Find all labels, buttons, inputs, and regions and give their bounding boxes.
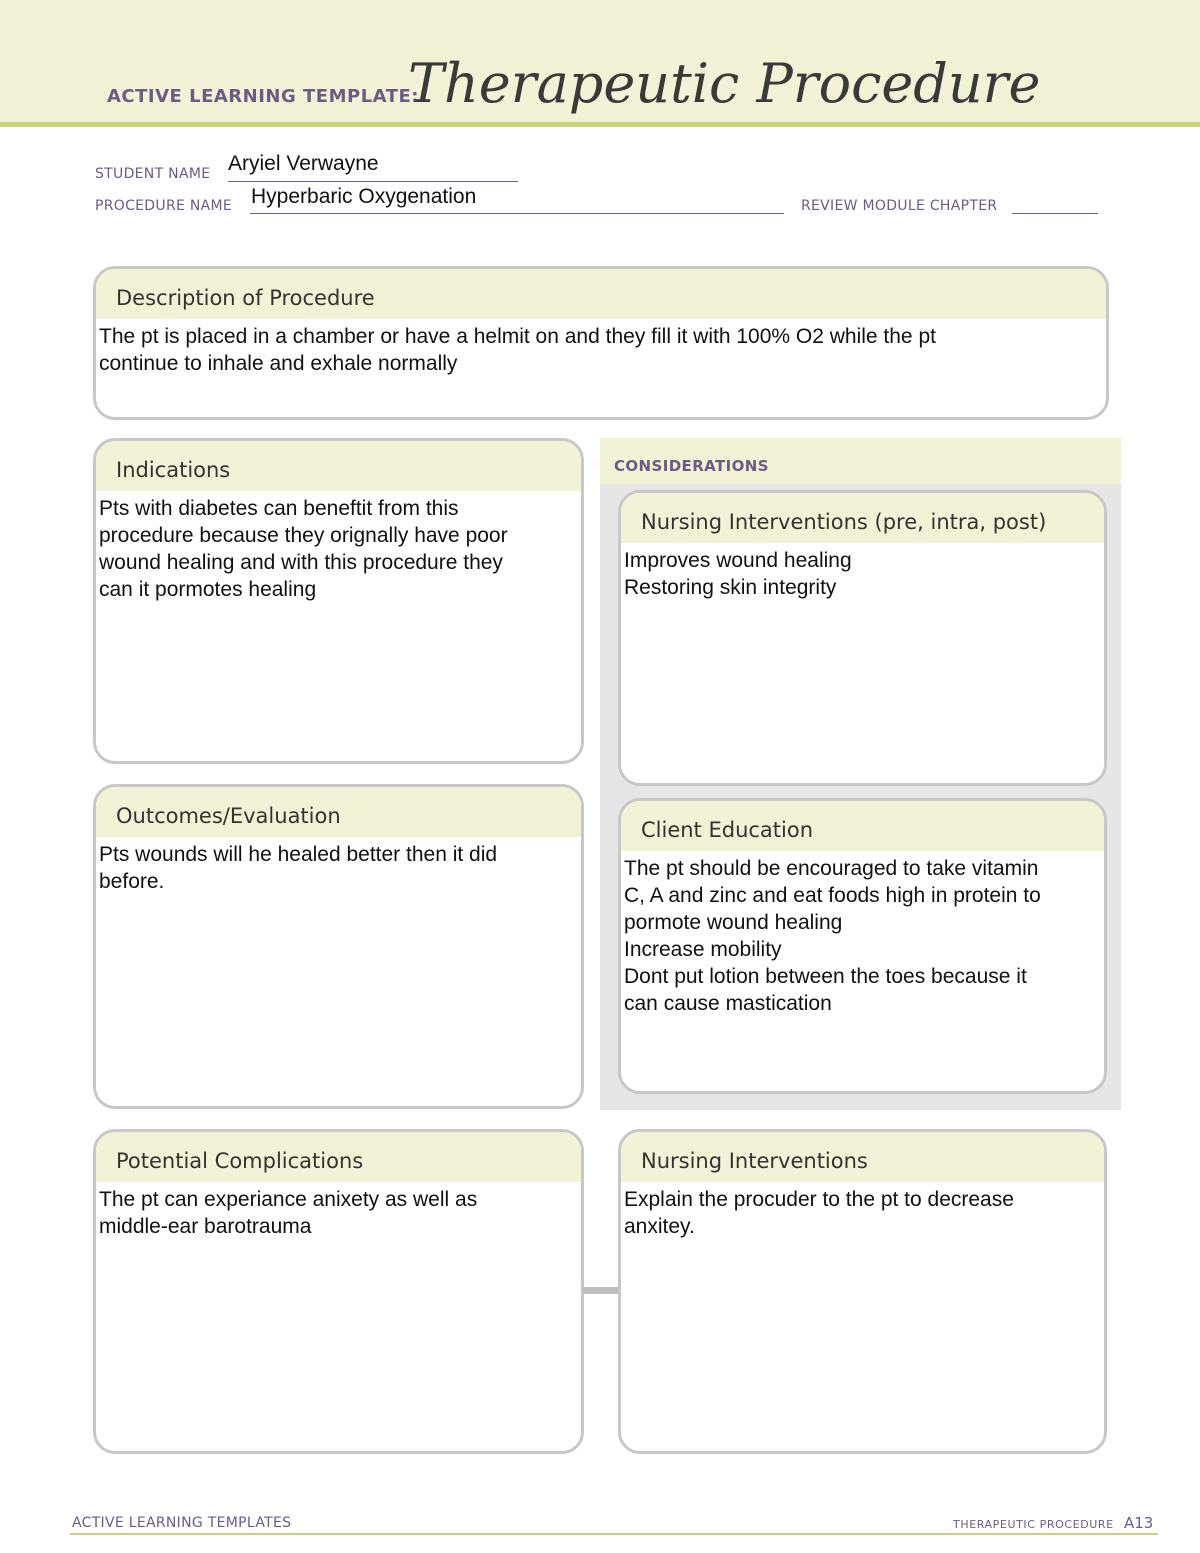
outcomes-box	[93, 784, 584, 1109]
template-label: ACTIVE LEARNING TEMPLATE:	[107, 86, 419, 107]
review-module-label: REVIEW MODULE CHAPTER	[801, 198, 998, 214]
indications-line: procedure because they orignally have poor	[99, 524, 508, 547]
indications-line: Pts with diabetes can beneftit from this	[99, 497, 459, 520]
description-line: continue to inhale and exhale normally	[99, 352, 458, 375]
connector-bar	[583, 1287, 621, 1294]
nursing-interventions-line: Explain the procuder to the pt to decrease	[624, 1188, 1014, 1211]
complications-title: Potential Complications	[96, 1132, 581, 1182]
nursing-interventions-box	[618, 1129, 1107, 1454]
procedure-name-line	[250, 213, 784, 214]
client-education-line: The pt should be encouraged to take vitamin	[624, 857, 1039, 880]
client-education-title: Client Education	[621, 801, 1104, 851]
complications-line: The pt can experiance anixety as well as	[99, 1188, 478, 1211]
indications-line: can it pormotes healing	[99, 578, 317, 601]
client-education-box	[618, 798, 1107, 1094]
page-number: A13	[1124, 1514, 1154, 1532]
indications-title: Indications	[96, 441, 581, 491]
outcomes-body[interactable]	[96, 837, 581, 895]
outcomes-line: before.	[99, 870, 165, 893]
footer-right-label: THERAPEUTIC PROCEDURE	[953, 1518, 1114, 1531]
client-education-line: Dont put lotion between the toes because it	[624, 965, 1027, 988]
footer-left-label: ACTIVE LEARNING TEMPLATES	[72, 1515, 292, 1531]
outcomes-line: Pts wounds will he healed better then it did	[99, 843, 498, 866]
complications-line: middle-ear barotrauma	[99, 1215, 312, 1238]
student-name-label: STUDENT NAME	[95, 166, 211, 182]
nursing-interventions-pip-line: Restoring skin integrity	[624, 576, 837, 599]
client-education-line: Increase mobility	[624, 938, 782, 961]
procedure-name-label: PROCEDURE NAME	[95, 198, 233, 214]
description-box	[93, 266, 1109, 420]
student-name-field[interactable]: Aryiel Verwayne	[228, 152, 379, 175]
nursing-interventions-pip-title: Nursing Interventions (pre, intra, post)	[621, 493, 1104, 543]
nursing-interventions-title: Nursing Interventions	[621, 1132, 1104, 1182]
nursing-interventions-line: anxitey.	[624, 1215, 695, 1238]
considerations-label: CONSIDERATIONS	[614, 457, 769, 475]
nursing-interventions-body[interactable]	[621, 1182, 1104, 1240]
client-education-line: C, A and zinc and eat foods high in protein to	[624, 884, 1041, 907]
indications-line: wound healing and with this procedure they	[99, 551, 503, 574]
description-body[interactable]	[96, 319, 1106, 377]
client-education-line: pormote wound healing	[624, 911, 843, 934]
description-line: The pt is placed in a chamber or have a helmit on and they fill it with 100% O2 while the pt	[99, 325, 936, 348]
nursing-interventions-pip-line: Improves wound healing	[624, 549, 852, 572]
client-education-line: can cause mastication	[624, 992, 832, 1015]
description-title: Description of Procedure	[96, 269, 1106, 319]
indications-body[interactable]	[96, 491, 581, 603]
client-education-body[interactable]	[621, 851, 1104, 1017]
procedure-name-field[interactable]: Hyperbaric Oxygenation	[251, 185, 477, 208]
complications-body[interactable]	[96, 1182, 581, 1240]
template-title: Therapeutic Procedure	[408, 52, 1041, 115]
indications-box	[93, 438, 584, 764]
outcomes-title: Outcomes/Evaluation	[96, 787, 581, 837]
student-name-line	[228, 181, 518, 182]
review-module-line[interactable]	[1012, 213, 1098, 214]
complications-box	[93, 1129, 584, 1454]
nursing-interventions-pip-box	[618, 490, 1107, 786]
footer-rule	[70, 1533, 1158, 1535]
nursing-interventions-pip-body[interactable]	[621, 543, 1104, 601]
header-rule	[0, 122, 1200, 127]
